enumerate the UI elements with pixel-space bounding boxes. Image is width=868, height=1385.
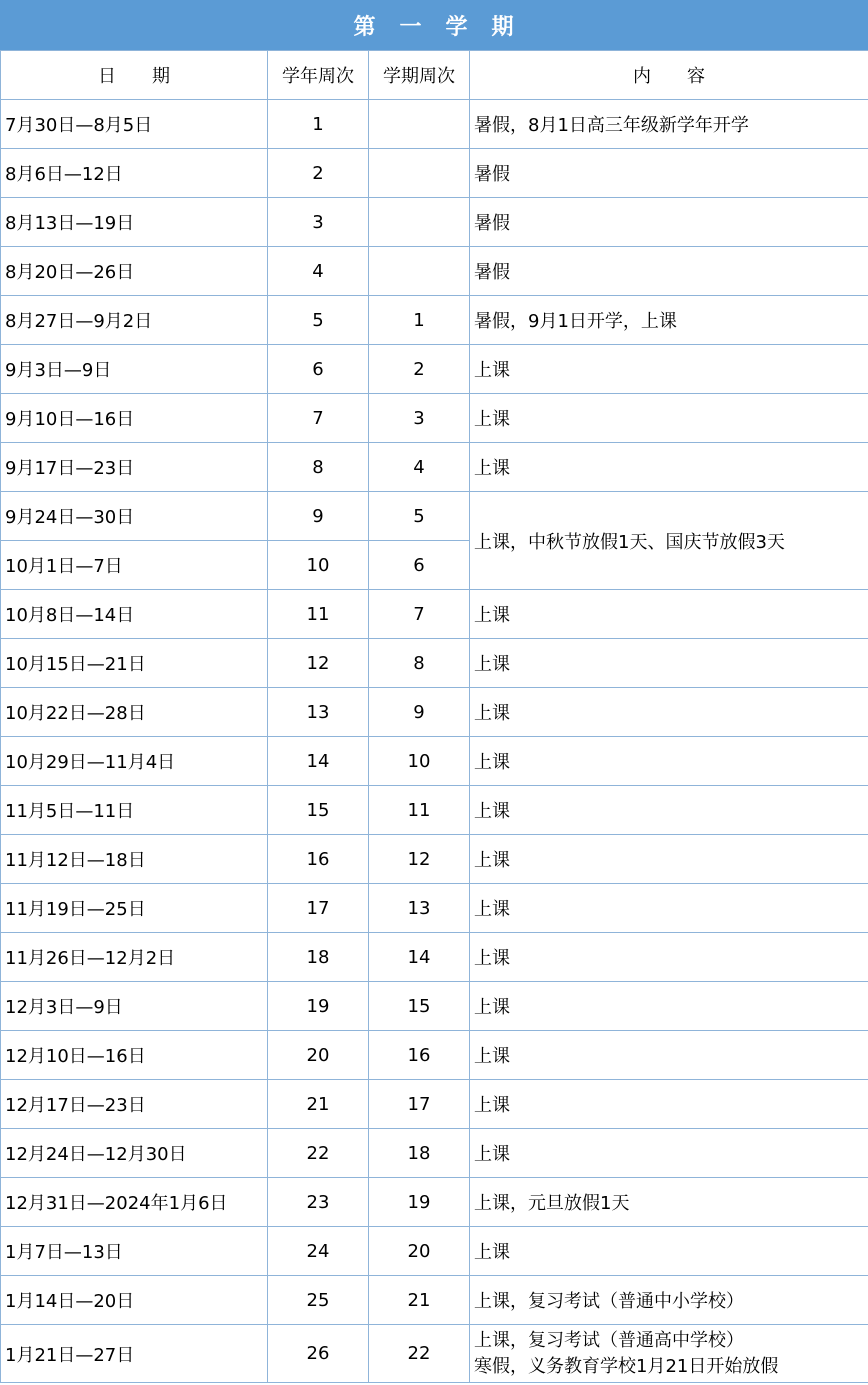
row-date: 11月12日—18日 [1,835,268,884]
row-content: 上课 [470,1129,868,1178]
row-year-week: 12 [268,639,369,688]
table-row [1,688,868,737]
table-row [1,296,868,345]
row-date: 12月10日—16日 [1,1031,268,1080]
row-term-week: 18 [369,1129,470,1178]
row-date: 9月10日—16日 [1,394,268,443]
row-term-week: 15 [369,982,470,1031]
row-term-week: 8 [369,639,470,688]
row-content: 上课 [470,1031,868,1080]
row-content: 上课 [470,786,868,835]
row-content: 上课，元旦放假1天 [470,1178,868,1227]
row-year-week: 1 [268,100,369,149]
row-year-week: 5 [268,296,369,345]
row-date: 10月15日—21日 [1,639,268,688]
row-term-week [369,149,470,198]
row-year-week: 9 [268,492,369,541]
row-date: 10月29日—11月4日 [1,737,268,786]
row-content: 上课 [470,688,868,737]
row-content: 上课 [470,639,868,688]
row-content: 暑假 [470,247,868,296]
row-content: 上课 [470,1227,868,1276]
row-term-week: 17 [369,1080,470,1129]
row-date: 10月1日—7日 [1,541,268,590]
table-row [1,198,868,247]
row-content: 上课 [470,443,868,492]
row-date: 12月17日—23日 [1,1080,268,1129]
row-term-week: 10 [369,737,470,786]
row-term-week: 16 [369,1031,470,1080]
table-row [1,1031,868,1080]
row-year-week: 4 [268,247,369,296]
row-term-week: 1 [369,296,470,345]
table-row [1,1080,868,1129]
row-term-week: 5 [369,492,470,541]
row-year-week: 23 [268,1178,369,1227]
row-content: 上课 [470,1080,868,1129]
row-content: 上课 [470,835,868,884]
table-row [1,590,868,639]
row-date: 8月20日—26日 [1,247,268,296]
row-date: 1月21日—27日 [1,1325,268,1383]
row-year-week: 19 [268,982,369,1031]
row-date: 11月5日—11日 [1,786,268,835]
row-year-week: 7 [268,394,369,443]
row-date: 12月24日—12月30日 [1,1129,268,1178]
row-term-week: 21 [369,1276,470,1325]
row-date: 8月13日—19日 [1,198,268,247]
row-year-week: 16 [268,835,369,884]
table-row [1,737,868,786]
row-content: 暑假 [470,198,868,247]
row-year-week: 14 [268,737,369,786]
row-date: 12月3日—9日 [1,982,268,1031]
header-date: 日 期 [1,51,268,100]
row-content: 暑假 [470,149,868,198]
row-date: 7月30日—8月5日 [1,100,268,149]
row-date: 8月6日—12日 [1,149,268,198]
row-date: 10月8日—14日 [1,590,268,639]
row-year-week: 11 [268,590,369,639]
header-content: 内 容 [470,51,868,100]
table-row [1,1325,868,1383]
row-term-week: 11 [369,786,470,835]
table-row [1,1178,868,1227]
row-year-week: 22 [268,1129,369,1178]
row-date: 10月22日—28日 [1,688,268,737]
row-year-week: 25 [268,1276,369,1325]
table-row [1,443,868,492]
table-row [1,884,868,933]
row-content: 上课 [470,933,868,982]
row-content-merged: 上课，中秋节放假1天、国庆节放假3天 [470,492,868,590]
row-term-week: 14 [369,933,470,982]
header-row [1,51,868,100]
row-content: 上课 [470,884,868,933]
row-term-week: 12 [369,835,470,884]
row-content: 上课 [470,394,868,443]
schedule-table [0,50,868,1383]
table-row [1,247,868,296]
row-content: 上课，复习考试（普通高中学校） 寒假，义务教育学校1月21日开始放假 [470,1325,868,1383]
row-date: 9月3日—9日 [1,345,268,394]
row-term-week: 4 [369,443,470,492]
row-term-week: 22 [369,1325,470,1383]
row-content: 上课，复习考试（普通中小学校） [470,1276,868,1325]
row-year-week: 18 [268,933,369,982]
row-term-week: 13 [369,884,470,933]
row-term-week: 2 [369,345,470,394]
table-row [1,1227,868,1276]
row-year-week: 21 [268,1080,369,1129]
row-term-week [369,247,470,296]
row-year-week: 3 [268,198,369,247]
table-row [1,933,868,982]
row-content: 上课 [470,345,868,394]
table-row [1,394,868,443]
row-date: 11月26日—12月2日 [1,933,268,982]
semester-title: 第 一 学 期 [0,0,868,50]
header-year-week: 学年周次 [268,51,369,100]
row-year-week: 26 [268,1325,369,1383]
header-term-week: 学期周次 [369,51,470,100]
row-term-week: 3 [369,394,470,443]
table-row [1,1276,868,1325]
row-year-week: 13 [268,688,369,737]
row-date: 11月19日—25日 [1,884,268,933]
row-term-week [369,100,470,149]
row-term-week: 6 [369,541,470,590]
table-row [1,835,868,884]
row-date: 9月17日—23日 [1,443,268,492]
row-year-week: 17 [268,884,369,933]
table-row [1,786,868,835]
table-row [1,982,868,1031]
row-term-week [369,198,470,247]
row-term-week: 20 [369,1227,470,1276]
row-year-week: 24 [268,1227,369,1276]
table-row [1,345,868,394]
row-year-week: 2 [268,149,369,198]
row-content: 暑假，9月1日开学，上课 [470,296,868,345]
row-content: 上课 [470,590,868,639]
row-date: 1月7日—13日 [1,1227,268,1276]
row-year-week: 8 [268,443,369,492]
table-row [1,639,868,688]
row-year-week: 6 [268,345,369,394]
table-row [1,149,868,198]
row-date: 8月27日—9月2日 [1,296,268,345]
table-row [1,100,868,149]
row-content: 上课 [470,982,868,1031]
row-term-week: 9 [369,688,470,737]
row-year-week: 10 [268,541,369,590]
row-term-week: 7 [369,590,470,639]
table-row [1,1129,868,1178]
row-date: 12月31日—2024年1月6日 [1,1178,268,1227]
row-date: 9月24日—30日 [1,492,268,541]
row-term-week: 19 [369,1178,470,1227]
row-content: 上课 [470,737,868,786]
row-year-week: 15 [268,786,369,835]
row-content: 暑假，8月1日高三年级新学年开学 [470,100,868,149]
table-row [1,492,868,541]
row-year-week: 20 [268,1031,369,1080]
row-date: 1月14日—20日 [1,1276,268,1325]
